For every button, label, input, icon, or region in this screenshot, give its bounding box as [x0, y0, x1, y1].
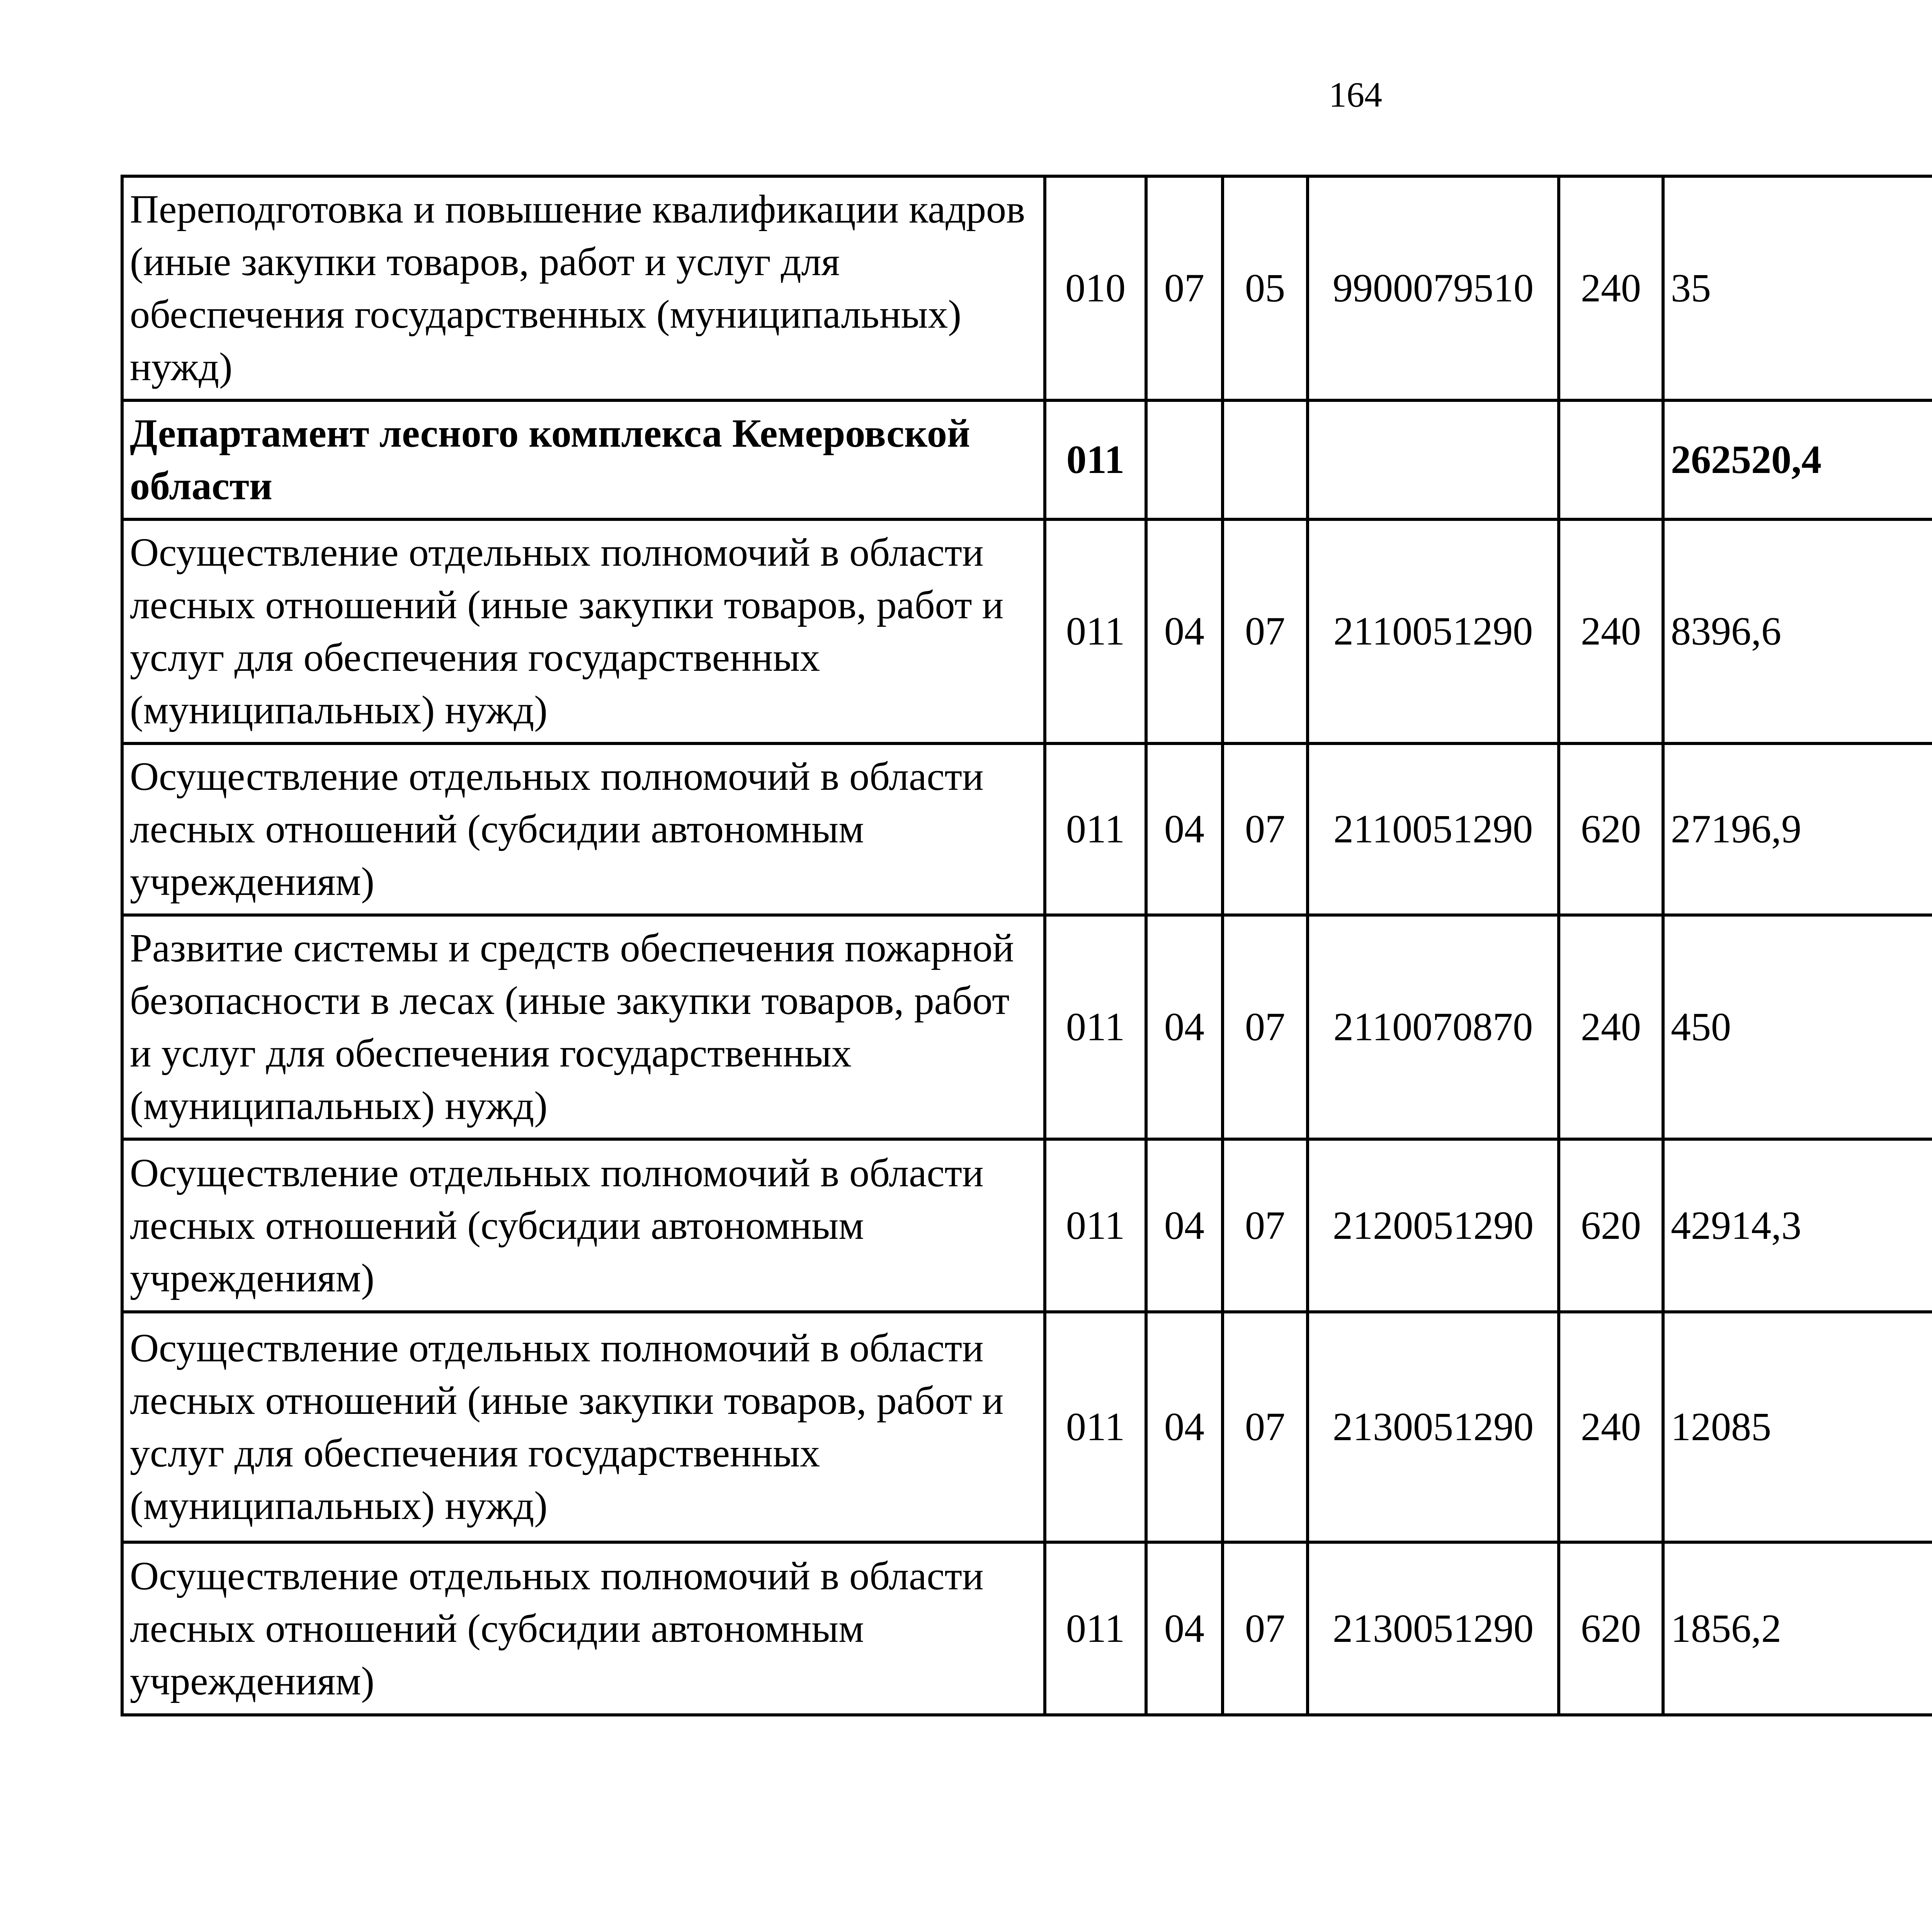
subsection-code: 07 — [1223, 1542, 1308, 1715]
amount-year-1: 27196,9 — [1663, 743, 1932, 915]
subsection-code: 07 — [1223, 519, 1308, 743]
section-code: 04 — [1146, 519, 1223, 743]
row-name: Осуществление отдельных полномочий в области лесных отношений (иные закупки товаров, работ и услуг для обеспечения государственных (муниципальных) нужд) — [122, 1312, 1045, 1542]
amount-year-1: 35 — [1663, 176, 1932, 400]
page-number: 164 — [1329, 75, 1382, 114]
target-article-code: 9900079510 — [1308, 176, 1559, 400]
table-row — [122, 176, 1932, 400]
ministry-code: 011 — [1045, 519, 1146, 743]
row-name: Осуществление отдельных полномочий в области лесных отношений (иные закупки товаров, работ и услуг для обеспечения государственных (муниципальных) нужд) — [122, 519, 1045, 743]
section-code: 04 — [1146, 915, 1223, 1139]
section-code: 07 — [1146, 176, 1223, 400]
expense-type-code: 620 — [1559, 743, 1663, 915]
target-article-code: 2110070870 — [1308, 915, 1559, 1139]
row-name: Осуществление отдельных полномочий в области лесных отношений (субсидии автономным учреждениям) — [122, 1542, 1045, 1715]
section-code: 04 — [1146, 1139, 1223, 1312]
subsection-code: 07 — [1223, 1139, 1308, 1312]
ministry-code: 011 — [1045, 1312, 1146, 1542]
expense-type-code: 620 — [1559, 1139, 1663, 1312]
amount-year-1: 1856,2 — [1663, 1542, 1932, 1715]
amount-year-1: 42914,3 — [1663, 1139, 1932, 1312]
section-code: 04 — [1146, 1312, 1223, 1542]
table-row — [122, 1312, 1932, 1542]
expense-type-code: 240 — [1559, 519, 1663, 743]
ministry-code: 011 — [1045, 743, 1146, 915]
target-article-code: 2110051290 — [1308, 519, 1559, 743]
table-row-department — [122, 400, 1932, 519]
subsection-code: 07 — [1223, 915, 1308, 1139]
subsection-code: 05 — [1223, 176, 1308, 400]
budget-table — [121, 175, 1932, 1716]
section-code: 04 — [1146, 1542, 1223, 1715]
expense-type-code: 240 — [1559, 915, 1663, 1139]
table-row — [122, 1139, 1932, 1312]
subsection-code — [1223, 400, 1308, 519]
table-row — [122, 915, 1932, 1139]
subsection-code: 07 — [1223, 1312, 1308, 1542]
target-article-code: 2130051290 — [1308, 1542, 1559, 1715]
target-article-code: 2110051290 — [1308, 743, 1559, 915]
amount-year-1: 8396,6 — [1663, 519, 1932, 743]
expense-type-code: 240 — [1559, 176, 1663, 400]
target-article-code: 2130051290 — [1308, 1312, 1559, 1542]
table-row — [122, 519, 1932, 743]
amount-year-1: 12085 — [1663, 1312, 1932, 1542]
ministry-code: 011 — [1045, 1542, 1146, 1715]
expense-type-code: 240 — [1559, 1312, 1663, 1542]
ministry-code: 010 — [1045, 176, 1146, 400]
ministry-code: 011 — [1045, 400, 1146, 519]
ministry-code: 011 — [1045, 1139, 1146, 1312]
section-code — [1146, 400, 1223, 519]
row-name: Развитие системы и средств обеспечения пожарной безопасности в лесах (иные закупки товаров, работ и услуг для обеспечения государственных (муниципальных) нужд) — [122, 915, 1045, 1139]
subsection-code: 07 — [1223, 743, 1308, 915]
row-name: Переподготовка и повышение квалификации кадров (иные закупки товаров, работ и услуг для обеспечения государственных (муниципальных) нужд) — [122, 176, 1045, 400]
expense-type-code — [1559, 400, 1663, 519]
table-row — [122, 743, 1932, 915]
row-name: Осуществление отдельных полномочий в области лесных отношений (субсидии автономным учреждениям) — [122, 1139, 1045, 1312]
expense-type-code: 620 — [1559, 1542, 1663, 1715]
ministry-code: 011 — [1045, 915, 1146, 1139]
row-name: Департамент лесного комплекса Кемеровской области — [122, 400, 1045, 519]
table-row — [122, 1542, 1932, 1715]
amount-year-1: 262520,4 — [1663, 400, 1932, 519]
amount-year-1: 450 — [1663, 915, 1932, 1139]
row-name: Осуществление отдельных полномочий в области лесных отношений (субсидии автономным учреждениям) — [122, 743, 1045, 915]
target-article-code: 2120051290 — [1308, 1139, 1559, 1312]
target-article-code — [1308, 400, 1559, 519]
section-code: 04 — [1146, 743, 1223, 915]
